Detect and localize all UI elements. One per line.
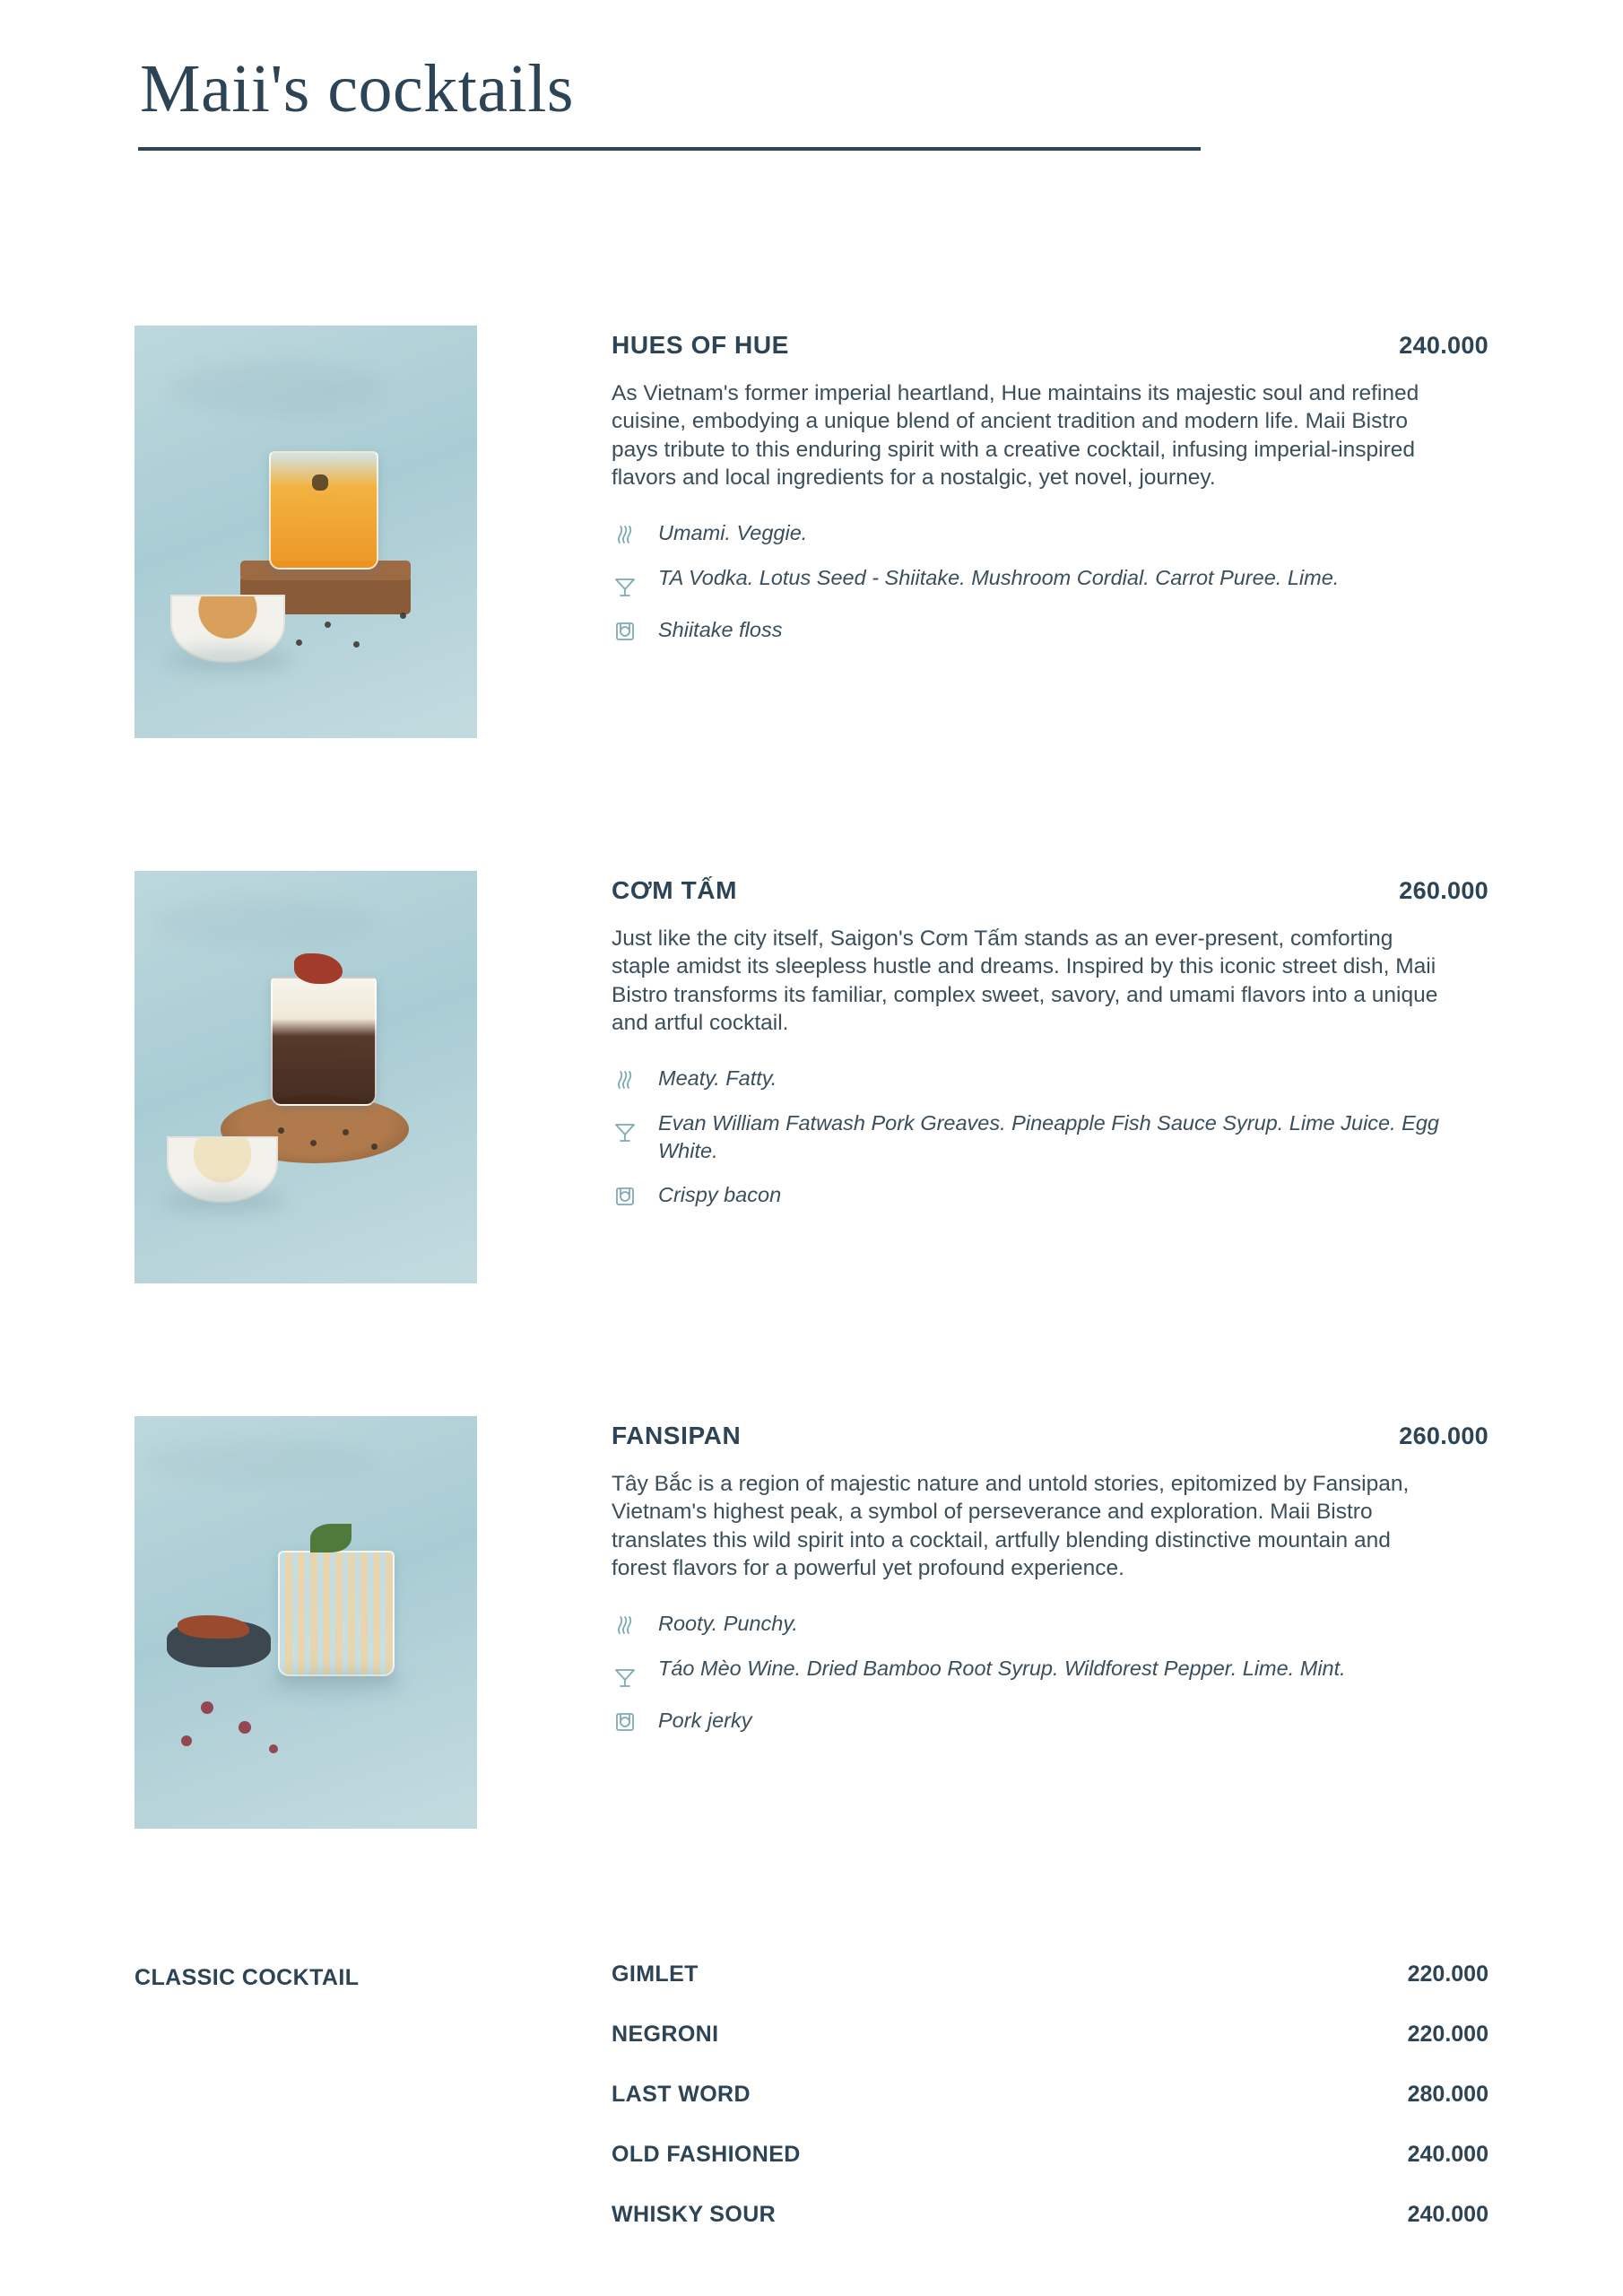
cocktail-description: Tây Bắc is a region of majestic nature and untold stories, epitomized by Fansipan, Vietnam's highest peak, a symbol of perseverance and exploration. Maii Bistro translates this wild spirit into a cocktail, artfully blending distinctive mountain and forest flavors for a powerful yet profound experience. bbox=[612, 1471, 1410, 1581]
cocktail-details bbox=[477, 326, 1488, 661]
signature-cocktail-list bbox=[0, 326, 1623, 1829]
flavor-attribute bbox=[612, 1065, 1488, 1093]
garnish-attribute bbox=[612, 616, 1488, 645]
ingredients-attribute bbox=[612, 1655, 1488, 1691]
classic-name: GIMLET bbox=[612, 1961, 699, 1987]
classic-name: WHISKY SOUR bbox=[612, 2201, 777, 2227]
ingredients-text: TA Vodka. Lotus Seed - Shiitake. Mushroom Cordial. Carrot Puree. Lime. bbox=[658, 565, 1340, 589]
flavor-attribute bbox=[612, 519, 1488, 548]
garnish-attribute bbox=[612, 1707, 1488, 1735]
flavor-text: Meaty. Fatty. bbox=[658, 1065, 777, 1090]
garnish-text: Crispy bacon bbox=[658, 1183, 782, 1207]
classic-cocktail-section bbox=[0, 1961, 1623, 2262]
cocktail-price: 260.000 bbox=[1399, 876, 1488, 904]
cocktail-attributes bbox=[612, 519, 1488, 645]
cocktail-details bbox=[477, 871, 1488, 1227]
classic-name: NEGRONI bbox=[612, 2021, 719, 2047]
cocktail-attributes bbox=[612, 1610, 1488, 1735]
list-item bbox=[612, 2022, 1488, 2048]
classic-cocktail-list bbox=[477, 1961, 1488, 2262]
cocktail-name: CƠM TẤM bbox=[612, 875, 738, 904]
aroma-swirl-icon bbox=[612, 1065, 653, 1093]
list-item bbox=[135, 326, 1488, 738]
cocktail-photo bbox=[135, 1416, 477, 1829]
aroma-swirl-icon bbox=[612, 1610, 653, 1639]
ingredients-attribute bbox=[612, 1109, 1488, 1166]
cocktail-photo bbox=[135, 871, 477, 1283]
list-item bbox=[612, 2202, 1488, 2228]
flavor-text: Umami. Veggie. bbox=[658, 520, 808, 544]
ingredients-text: Táo Mèo Wine. Dried Bamboo Root Syrup. Wildforest Pepper. Lime. Mint. bbox=[658, 1656, 1346, 1680]
list-item bbox=[612, 2082, 1488, 2108]
cocktail-photo bbox=[135, 326, 477, 738]
cocktail-description: As Vietnam's former imperial heartland, Hue maintains its majestic soul and refined cuisine, embodying a unique blend of ancient tradition and modern life. Maii Bistro pays tribute to this enduring spirit with a creative cocktail, infusing imperial-inspired flavors and local ingredients for a nostalgic, yet novel, journey. bbox=[612, 380, 1419, 491]
plate-cutlery-icon bbox=[612, 616, 653, 645]
cocktail-glass-icon bbox=[612, 1109, 653, 1145]
classic-price: 240.000 bbox=[1407, 2201, 1488, 2227]
page-header bbox=[0, 0, 1623, 151]
garnish-attribute bbox=[612, 1181, 1488, 1210]
ingredients-text: Evan William Fatwash Pork Greaves. Pineapple Fish Sauce Syrup. Lime Juice. Egg White. bbox=[658, 1110, 1439, 1163]
cocktail-name: HUES OF HUE bbox=[612, 330, 789, 359]
list-item bbox=[135, 1416, 1488, 1829]
cocktail-details bbox=[477, 1416, 1488, 1752]
cocktail-description: Just like the city itself, Saigon's Cơm Tấm stands as an ever-present, comforting staple amidst its sleepless hustle and dreams. Inspired by this iconic street dish, Maii Bistro transforms its familiar, complex sweet, savory, and umami flavors into a unique and artful cocktail. bbox=[612, 926, 1438, 1036]
page-title: Maii's cocktails bbox=[140, 51, 574, 126]
garnish-text: Shiitake floss bbox=[658, 617, 783, 641]
plate-cutlery-icon bbox=[612, 1707, 653, 1735]
classic-price: 220.000 bbox=[1407, 1961, 1488, 1987]
list-item bbox=[612, 1961, 1488, 1987]
list-item bbox=[135, 871, 1488, 1283]
classic-name: OLD FASHIONED bbox=[612, 2141, 801, 2167]
cocktail-attributes bbox=[612, 1065, 1488, 1211]
flavor-attribute bbox=[612, 1610, 1488, 1639]
classic-price: 280.000 bbox=[1407, 2081, 1488, 2107]
aroma-swirl-icon bbox=[612, 519, 653, 548]
classic-price: 240.000 bbox=[1407, 2141, 1488, 2167]
classic-name: LAST WORD bbox=[612, 2081, 751, 2107]
plate-cutlery-icon bbox=[612, 1181, 653, 1210]
title-divider bbox=[138, 147, 1201, 151]
cocktail-glass-icon bbox=[612, 564, 653, 600]
classic-price: 220.000 bbox=[1407, 2021, 1488, 2047]
flavor-text: Rooty. Punchy. bbox=[658, 1611, 798, 1635]
garnish-text: Pork jerky bbox=[658, 1708, 752, 1732]
cocktail-name: FANSIPAN bbox=[612, 1421, 742, 1449]
cocktail-price: 240.000 bbox=[1399, 331, 1488, 359]
ingredients-attribute bbox=[612, 564, 1488, 600]
list-item bbox=[612, 2142, 1488, 2168]
cocktail-price: 260.000 bbox=[1399, 1422, 1488, 1449]
classic-section-label: CLASSIC COCKTAIL bbox=[135, 1964, 360, 1990]
cocktail-glass-icon bbox=[612, 1655, 653, 1691]
